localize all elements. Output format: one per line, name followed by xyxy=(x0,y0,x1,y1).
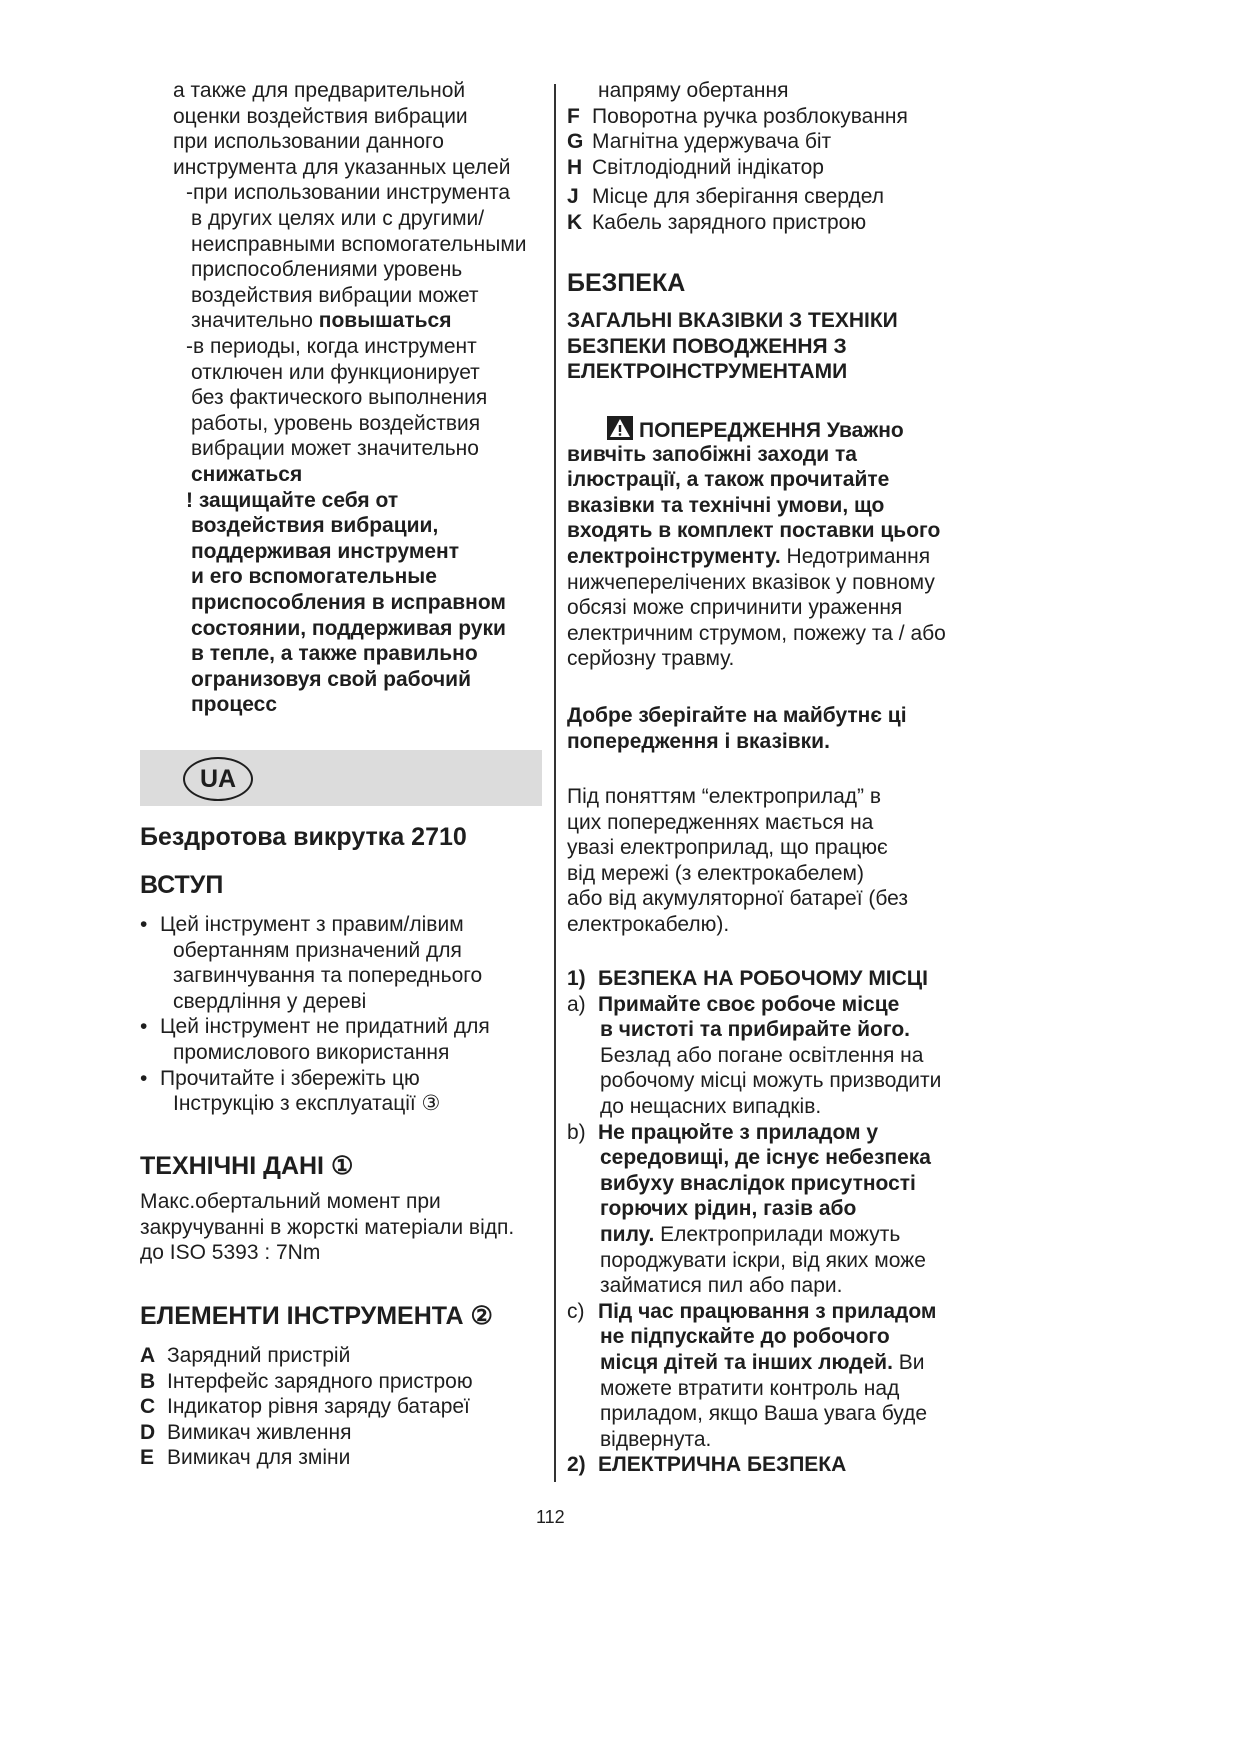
language-badge: UA xyxy=(183,757,253,801)
text-span: ! защищайте себя от xyxy=(186,488,399,512)
item-marker: 1) xyxy=(567,967,586,990)
ru-text-line: в других целях или с другими/ xyxy=(191,207,485,230)
item-text: Вимикач живлення xyxy=(167,1420,352,1444)
intro-bullets-line xyxy=(140,912,464,938)
text-span: снижаться xyxy=(191,463,303,486)
ru-text-line xyxy=(191,590,506,616)
item-text: БЕЗПЕКА НА РОБОЧОМУ МІСЦІ xyxy=(598,967,928,990)
item-text: Не працюйте з приладом у xyxy=(598,1120,879,1144)
definition-line: від мережі (з електрокабелем) xyxy=(567,861,864,885)
text-span: вказівки та технічні умови, що xyxy=(567,493,885,517)
definition-line: увазі електроприлад, що працює xyxy=(567,836,888,860)
ru-text-line xyxy=(191,539,459,565)
ru-text-line xyxy=(191,513,438,539)
workplace-line: породжувати іскри, від яких може xyxy=(600,1248,926,1272)
ru-text-line: отключен или функционирует xyxy=(191,360,480,384)
text-span: ТЕХНІЧНІ ДАНІ ① xyxy=(140,1152,354,1180)
item-text: Цей інструмент не придатний для xyxy=(160,1015,490,1039)
text-span: середовищі, де існує небезпека xyxy=(600,1146,931,1170)
item-marker: c) xyxy=(567,1299,585,1323)
workplace-line: відвернута. xyxy=(600,1427,712,1451)
intro-bullets-line: свердління у дереві xyxy=(173,989,367,1013)
item-marker: K xyxy=(567,211,583,234)
elements-cont-line xyxy=(567,104,908,130)
ru-text-line: работы, уровень воздействия xyxy=(191,411,481,435)
item-text: Цей інструмент з правим/лівим xyxy=(160,913,464,936)
workplace-line xyxy=(600,1171,916,1197)
warning-line: нижчеперелічених вказівок у повному xyxy=(567,570,935,594)
intro-heading-line xyxy=(140,872,223,898)
workplace-line xyxy=(567,1452,846,1478)
general-heading-line xyxy=(567,359,847,385)
keep-line xyxy=(567,729,830,755)
keep-line xyxy=(567,703,907,729)
item-text: Примайте своє робоче місце xyxy=(598,992,900,1016)
item-marker: J xyxy=(567,185,579,208)
text-span: поддерживая инструмент xyxy=(191,539,460,563)
item-text: Прочитайте і збережіть цю xyxy=(160,1066,420,1090)
ru-text-line: приспособлениями уровень xyxy=(191,258,463,282)
text-span: ЗАГАЛЬНІ ВКАЗІВКИ З ТЕХНІКИ xyxy=(567,309,898,332)
text-span: БЕЗПЕКИ ПОВОДЖЕННЯ З xyxy=(567,334,847,358)
elements-line xyxy=(140,1394,470,1420)
warning-line xyxy=(567,518,940,544)
tech-heading-line xyxy=(140,1153,353,1179)
text-span: Добре зберігайте на майбутнє ці xyxy=(567,704,907,727)
ru-text-line: неисправными вспомогательными xyxy=(191,232,527,256)
intro-bullets-line xyxy=(140,1014,490,1040)
page-number: 112 xyxy=(536,1507,565,1527)
warning-line xyxy=(567,442,857,468)
workplace-line xyxy=(567,992,899,1018)
workplace-line xyxy=(600,1324,890,1350)
elements-line xyxy=(140,1369,473,1395)
workplace-line xyxy=(567,966,928,992)
item-text: Поворотна ручка розблокування xyxy=(592,105,908,128)
bullet-marker: • xyxy=(140,913,148,936)
text-span: воздействия вибрации, xyxy=(191,514,439,538)
general-heading-line xyxy=(567,334,847,360)
item-text: Світлодіодний індікатор xyxy=(592,156,824,179)
text-span: горючих рідин, газів або xyxy=(600,1197,857,1221)
workplace-line xyxy=(600,1017,910,1043)
item-marker: H xyxy=(567,156,583,179)
tech-text-line: до ISO 5393 : 7Nm xyxy=(140,1241,321,1265)
ru-text-line: -в периоды, когда инструмент xyxy=(186,335,477,358)
ru-text-line: при использовании данного xyxy=(173,130,444,154)
item-text: Зарядний пристрій xyxy=(167,1344,351,1367)
warning-line: обсязі може спричинити ураження xyxy=(567,596,903,620)
intro-bullets-line xyxy=(140,1066,420,1092)
workplace-line: можете втратити контроль над xyxy=(600,1376,900,1400)
workplace-line xyxy=(600,1222,900,1248)
definition-line: цих попередженнях мається на xyxy=(567,810,874,834)
text-span: вибуху внаслідок присутності xyxy=(600,1171,916,1195)
intro-bullets-line: обертанням призначений для xyxy=(173,938,462,962)
elements-heading-line xyxy=(140,1303,493,1329)
ru-text-line xyxy=(191,641,478,667)
warning-line: серйозну травму. xyxy=(567,647,735,671)
warning-line xyxy=(567,493,884,519)
ru-text-line: а также для предварительной xyxy=(173,79,466,102)
item-marker: 2) xyxy=(567,1453,586,1477)
text-span: повышаться xyxy=(318,309,452,333)
item-text: Інтерфейс зарядного пристрою xyxy=(167,1369,473,1393)
item-marker: D xyxy=(140,1420,156,1444)
text-span: Електроприлади можуть xyxy=(654,1223,901,1246)
item-text: Під час працювання з приладом xyxy=(598,1299,937,1323)
elements-line xyxy=(140,1343,350,1369)
elements-line xyxy=(140,1420,352,1446)
elements-line xyxy=(140,1445,350,1471)
text-span: ілюстрації, а також прочитайте xyxy=(567,468,890,492)
text-span: значительно xyxy=(191,309,319,333)
text-span: ЕЛЕКТРОІНСТРУМЕНТАМИ xyxy=(567,360,848,384)
elements-cont-line xyxy=(567,129,831,155)
warning-line xyxy=(567,467,889,493)
item-text: Кабель зарядного пристрою xyxy=(592,211,867,234)
intro-bullets-line: промислового використання xyxy=(173,1041,450,1064)
item-marker: E xyxy=(140,1446,155,1470)
workplace-line: приладом, якщо Ваша увага буде xyxy=(600,1402,928,1426)
item-marker: G xyxy=(567,130,584,153)
workplace-line: робочому місці можуть призводити xyxy=(600,1069,942,1093)
item-marker: C xyxy=(140,1395,156,1419)
item-marker: b) xyxy=(567,1120,586,1144)
tech-text-line: закручуванні в жорсткі матеріали відп. xyxy=(140,1215,515,1239)
definition-line: або від акумуляторної батареї (без xyxy=(567,887,909,911)
text-span: в чистоті та прибирайте його. xyxy=(600,1018,910,1042)
safety-heading-line xyxy=(567,270,685,296)
ru-text-line xyxy=(191,462,302,488)
tech-text-line: Макс.обертальний момент при xyxy=(140,1190,441,1213)
ru-text-line xyxy=(191,616,506,642)
item-marker: F xyxy=(567,105,580,128)
item-text: ЕЛЕКТРИЧНА БЕЗПЕКА xyxy=(598,1453,847,1477)
ru-text-line: -при использовании инструмента xyxy=(186,181,511,205)
text-span: приспособления в исправном xyxy=(191,591,506,614)
elements-cont-line: напряму обертання xyxy=(598,79,789,102)
workplace-line xyxy=(600,1145,931,1171)
column-divider xyxy=(554,84,556,1482)
workplace-line xyxy=(567,1120,878,1146)
workplace-line: до нещасних випадків. xyxy=(600,1095,822,1118)
workplace-line xyxy=(567,1299,936,1325)
text-span: состоянии, поддерживая руки xyxy=(191,616,506,640)
text-span: попередження і вказівки. xyxy=(567,729,830,753)
text-span: БЕЗПЕКА xyxy=(567,269,686,297)
text-span: пилу. xyxy=(600,1223,655,1246)
text-span: Недотримання xyxy=(780,545,931,568)
ru-text-line xyxy=(186,488,398,514)
definition-line: електрокабелю). xyxy=(567,913,730,936)
item-text: Вимикач для зміни xyxy=(167,1446,351,1470)
definition-line: Під поняттям “електроприлад” в xyxy=(567,785,882,808)
text-span: в тепле, а также правильно xyxy=(191,642,478,666)
item-text: Магнітна удержувача біт xyxy=(592,130,832,153)
ru-text-line: вибрации может значительно xyxy=(191,437,479,461)
text-span: ЕЛЕМЕНТИ ІНСТРУМЕНТА ② xyxy=(140,1302,493,1330)
ru-text-line xyxy=(191,564,437,590)
ru-text-line xyxy=(191,667,471,693)
text-span: и его вспомогательные xyxy=(191,565,437,589)
text-span: місця дітей та інших людей. xyxy=(600,1351,893,1374)
ru-text-line xyxy=(191,692,277,718)
ru-text-line: инструмента для указанных целей xyxy=(173,155,511,179)
workplace-line xyxy=(600,1196,856,1222)
workplace-line: займатися пил або пари. xyxy=(600,1274,843,1298)
intro-bullets-line: Інструкцію з експлуатації ③ xyxy=(173,1092,441,1116)
item-text: Індикатор рівня заряду батареї xyxy=(167,1395,470,1419)
general-heading-line xyxy=(567,308,898,334)
workplace-line xyxy=(600,1350,925,1376)
text-span: вивчіть запобіжні заходи та xyxy=(567,442,857,466)
elements-cont-line xyxy=(567,184,884,210)
workplace-line: Безлад або погане освітлення на xyxy=(600,1043,924,1067)
warning-line: електричним струмом, пожежу та / або xyxy=(567,621,946,645)
text-span: ПОПЕРЕДЖЕННЯ Уважно xyxy=(639,419,904,442)
text-span: процесс xyxy=(191,693,278,717)
item-marker: B xyxy=(140,1369,156,1393)
text-span: ВСТУП xyxy=(140,871,224,899)
elements-cont-line xyxy=(567,210,866,236)
ru-text-line: воздействия вибрации может xyxy=(191,283,479,307)
title-line xyxy=(140,824,467,850)
text-span: Ви xyxy=(892,1351,925,1374)
ru-text-line: без фактического выполнения xyxy=(191,386,488,410)
item-marker: A xyxy=(140,1344,156,1367)
item-marker: a) xyxy=(567,992,586,1016)
ru-text-line: оценки воздействия вибрации xyxy=(173,104,468,128)
text-span: електроінструменту. xyxy=(567,545,781,568)
item-text: Місце для зберігання свердел xyxy=(592,185,884,208)
warning-line xyxy=(567,544,930,570)
intro-bullets-line: загвинчування та попереднього xyxy=(173,964,483,988)
elements-cont-line xyxy=(567,155,824,181)
text-span: не підпускайте до робочого xyxy=(600,1325,890,1349)
text-span: входять в комплект поставки цього xyxy=(567,519,941,543)
text-span: Бездротова викрутка 2710 xyxy=(140,823,467,851)
text-span: огранизовуя свой рабочий xyxy=(191,667,471,691)
ru-text-line xyxy=(191,308,451,334)
bullet-marker: • xyxy=(140,1015,148,1039)
bullet-marker: • xyxy=(140,1066,148,1090)
